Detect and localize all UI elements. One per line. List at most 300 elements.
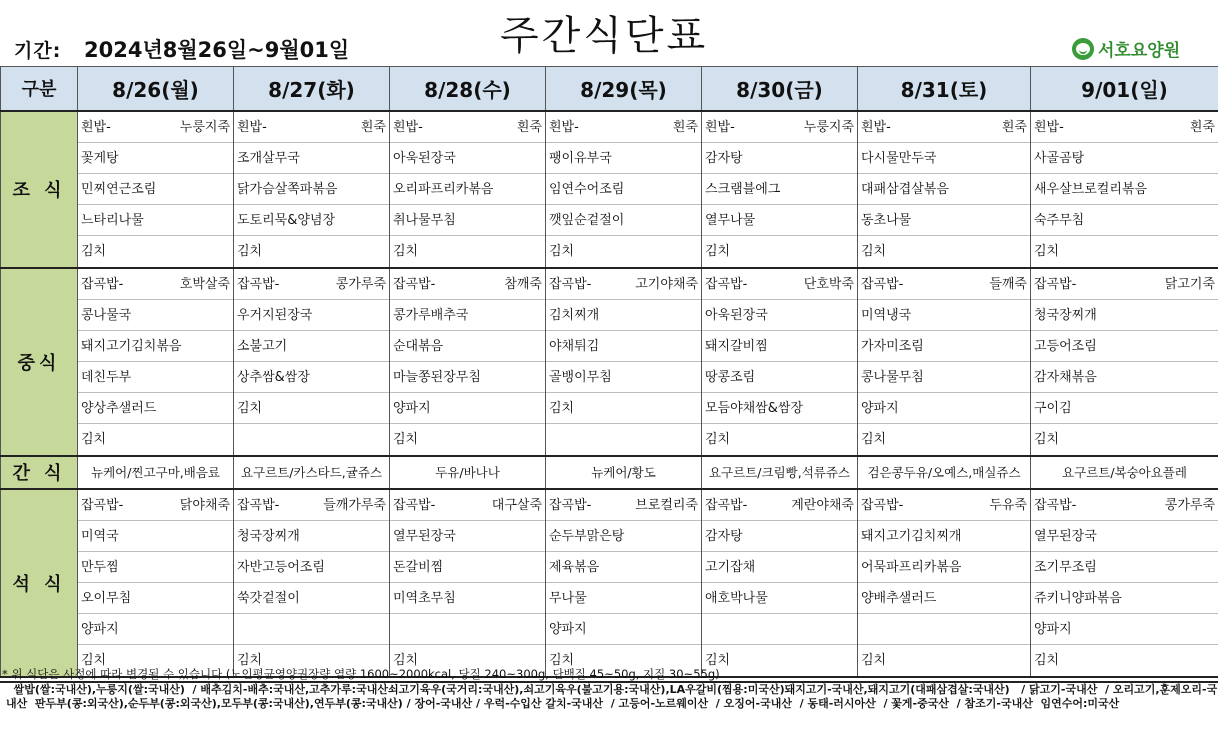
porridge-option [542,331,545,361]
menu-item [546,490,701,521]
menu-item [546,269,701,300]
porridge-option [1027,614,1030,644]
menu-item [546,393,701,424]
porridge-option: 흰죽 [360,119,386,135]
lunch-day-cell [546,268,702,456]
porridge-option [698,424,701,455]
menu-item [858,552,1030,583]
menu-item [78,269,233,300]
porridge-option: 고기야채죽 [635,276,698,292]
menu-item [546,614,701,645]
porridge-option [542,393,545,423]
dinner-day-cell [390,489,546,677]
porridge-option [542,583,545,613]
dinner-day-cell [702,489,858,677]
dish-name: 취나물무침 [393,212,456,228]
dish-name: 느타리나물 [81,212,144,228]
porridge-option [386,583,389,613]
dish-name: 무나물 [549,590,587,606]
menu-item [858,174,1030,205]
dish-name: 골뱅이무침 [549,369,612,385]
porridge-option [386,236,389,267]
dish-name: 잡곡밥- [549,497,592,513]
dish-name: 열무나물 [705,212,756,228]
porridge-option [230,424,233,455]
lunch-label: 중식 [1,268,78,456]
menu-item [1031,331,1218,362]
dish-name: 김치 [393,652,419,668]
porridge-option [386,393,389,423]
menu-item [858,300,1030,331]
day-header: 8/27(화) [234,67,390,111]
dish-name: 김치 [861,243,887,259]
breakfast-label: 조 식 [1,111,78,268]
menu-item [702,112,857,143]
breakfast-day-cell [1031,111,1218,268]
dish-name: 김치 [549,400,575,416]
menu-item [390,521,545,552]
porridge-option [230,552,233,582]
dish-name: 자반고등어조림 [237,559,325,575]
dish-name: 흰밥- [549,119,579,135]
dish-name: 잡곡밥- [81,497,124,513]
snack-item: 뉴케어/황도 [546,456,702,489]
porridge-option: 두유죽 [989,497,1027,513]
porridge-option [1027,424,1030,455]
porridge-option [698,300,701,330]
porridge-option [1027,236,1030,267]
porridge-option [698,143,701,173]
menu-item [78,331,233,362]
corner-cell: 구분 [1,67,78,111]
dish-name: 감자채볶음 [1034,369,1097,385]
menu-item [1031,174,1218,205]
menu-item [702,552,857,583]
dish-name: 미역초무침 [393,590,456,606]
dish-name: 양파지 [1034,621,1072,637]
dish-name: 감자탕 [705,150,743,166]
porridge-option [854,521,857,551]
dish-name: 잡곡밥- [1034,497,1077,513]
menu-item [546,112,701,143]
dish-name: 소불고기 [237,338,288,354]
porridge-option: 콩가루죽 [335,276,386,292]
porridge-option [698,583,701,613]
porridge-option [230,614,233,644]
dish-name: 흰밥- [393,119,423,135]
dish-name: 미역국 [81,528,119,544]
dish-name: 새우살브로컬리볶음 [1034,181,1148,197]
dish-name: 잡곡밥- [861,497,904,513]
dish-name: 열무된장국 [1034,528,1097,544]
dish-name: 콩가루배추국 [393,307,469,323]
porridge-option: 들깨죽 [989,276,1027,292]
menu-item [1031,552,1218,583]
lunch-row [1,268,1218,456]
porridge-option [386,362,389,392]
porridge-option: 들깨가루죽 [323,497,386,513]
dish-name: 어묵파프리카볶음 [861,559,962,575]
menu-item [78,300,233,331]
menu-item [546,205,701,236]
lunch-day-cell [390,268,546,456]
porridge-option [698,174,701,204]
dish-name: 닭가슴살쪽파볶음 [237,181,338,197]
porridge-option [386,331,389,361]
breakfast-row [1,111,1218,268]
dish-name: 고등어조림 [1034,338,1097,354]
menu-item [546,331,701,362]
dish-name: 데친두부 [81,369,132,385]
dish-name: 양배추샐러드 [861,590,937,606]
porridge-option [854,583,857,613]
menu-item [390,205,545,236]
menu-item [78,393,233,424]
origin-note: 쌀밥(쌀:국내산),누룽지(쌀:국내산) / 배추김치-배추:국내산,고추가루:국내산쇠고기육우(국거리:국내산),쇠고기육우(불고기용:국내산),LA우갈비(찜용:미국산)돼지고기-국내산,돼지고기(대패삼겹살:국내산) / 닭고기-국내산 / 오리고기,훈제오리-국내산 판두부(콩:외국산),순두부(콩:외국산),모두부(콩:국내산),연두부(콩:국내산) / 장어-국내산 / 우럭-수입산 갈치-국내산 / 고등어-노르웨이산 / 오징어-국내산 / 동태-러시아산 / 꽃게-중국산 / 참조기-국내산 임연수어:미국산 [0,681,1218,711]
porridge-option [1027,174,1030,204]
menu-item [234,331,389,362]
menu-item [858,521,1030,552]
menu-item [78,205,233,236]
lunch-day-cell [702,268,858,456]
dish-name: 마늘쫑된장무침 [393,369,481,385]
menu-item [1031,521,1218,552]
porridge-option [698,614,701,644]
menu-item [858,112,1030,143]
menu-item [858,205,1030,236]
menu-item [234,521,389,552]
porridge-option [386,424,389,455]
menu-item [390,362,545,393]
porridge-option [698,393,701,423]
porridge-option [854,236,857,267]
dish-name: 잡곡밥- [705,276,748,292]
menu-item [858,393,1030,424]
menu-item [390,112,545,143]
dish-name: 깻잎순겉절이 [549,212,625,228]
dish-name: 조기무조림 [1034,559,1097,575]
menu-item [546,521,701,552]
dish-name: 임연수어조림 [549,181,625,197]
dish-name: 양파지 [549,621,587,637]
menu-item [390,393,545,424]
dish-name: 잡곡밥- [393,276,436,292]
dish-name: 도토리묵&양념장 [237,212,336,228]
porridge-option: 흰죽 [1189,119,1215,135]
porridge-option [230,300,233,330]
dish-name: 다시물만두국 [861,150,937,166]
menu-item [78,362,233,393]
menu-table [0,66,1218,678]
porridge-option [854,393,857,423]
dish-name: 김치 [1034,243,1060,259]
porridge-option: 닭야채죽 [179,497,230,513]
dish-name: 김치 [237,243,263,259]
menu-item [546,552,701,583]
dish-name: 돼지고기김치찌개 [861,528,962,544]
dish-name: 제육볶음 [549,559,600,575]
porridge-option [542,236,545,267]
menu-item [234,393,389,424]
dish-name: 흰밥- [81,119,111,135]
dish-name: 오리파프리카볶음 [393,181,494,197]
porridge-option [542,424,545,455]
porridge-option [542,300,545,330]
dish-name: 미역냉국 [861,307,912,323]
dish-name: 쑥갓겉절이 [237,590,300,606]
porridge-option [1027,521,1030,551]
porridge-option [386,552,389,582]
menu-item [858,583,1030,614]
lunch-day-cell [1031,268,1218,456]
nutrition-note: * 위 식단은 사정에 따라 변경될 수 있습니다.(노인평균영양권장량 열량 1600~2000kcal, 당질 240~300g, 단백질 45~50g, 지질 30~55g) [2,667,720,681]
dish-name: 흰밥- [237,119,267,135]
menu-item [390,174,545,205]
porridge-option [230,362,233,392]
dish-name: 순두부맑은탕 [549,528,625,544]
logo-text: 서호요양원 [1098,41,1181,61]
dish-name: 김치 [81,652,107,668]
menu-item [1031,393,1218,424]
period-value: 2024년8월26일~9월01일 [84,38,350,62]
menu-item [1031,143,1218,174]
dish-name: 아욱된장국 [705,307,768,323]
menu-item [78,143,233,174]
dish-name: 잡곡밥- [705,497,748,513]
porridge-option [698,552,701,582]
snack-item: 요구르트/크림빵,석류쥬스 [702,456,858,489]
porridge-option [386,143,389,173]
dish-name: 흰밥- [1034,119,1064,135]
porridge-option: 흰죽 [516,119,542,135]
menu-item [390,300,545,331]
menu-item [858,362,1030,393]
menu-item [390,614,545,645]
menu-item [234,552,389,583]
porridge-option [698,362,701,392]
menu-item [78,424,233,455]
day-header: 8/26(월) [78,67,234,111]
menu-item [234,205,389,236]
menu-item [234,424,389,455]
snack-item: 검은콩두유/오예스,매실쥬스 [858,456,1031,489]
menu-item [702,490,857,521]
menu-item [702,393,857,424]
period-label: 기간: [14,40,62,62]
menu-item [234,490,389,521]
dish-name: 민찌연근조림 [81,181,157,197]
porridge-option [1027,552,1030,582]
menu-item [546,174,701,205]
porridge-option: 콩가루죽 [1164,497,1215,513]
porridge-option [854,174,857,204]
dinner-day-cell [858,489,1031,677]
day-header: 9/01(일) [1031,67,1218,111]
dish-name: 애호박나물 [705,590,768,606]
menu-item [78,490,233,521]
porridge-option [386,174,389,204]
porridge-option [854,362,857,392]
menu-item [234,362,389,393]
menu-item [702,205,857,236]
dish-name: 돼지갈비찜 [705,338,768,354]
porridge-option [698,205,701,235]
lunch-day-cell [858,268,1031,456]
smile-logo-icon [1072,38,1094,60]
menu-item [234,269,389,300]
dish-name: 잡곡밥- [237,276,280,292]
dish-name: 팽이유부국 [549,150,612,166]
menu-item [702,269,857,300]
menu-item [1031,112,1218,143]
porridge-option [230,143,233,173]
dish-name: 상추쌈&쌈장 [237,369,310,385]
dish-name: 쥬키니양파볶음 [1034,590,1122,606]
porridge-option [854,300,857,330]
menu-item [390,424,545,455]
dish-name: 잡곡밥- [1034,276,1077,292]
menu-item [702,300,857,331]
menu-item [546,143,701,174]
porridge-option [1027,331,1030,361]
menu-item [858,331,1030,362]
dish-name: 오이무침 [81,590,132,606]
menu-item [546,300,701,331]
dish-name: 김치 [237,400,263,416]
menu-item [78,583,233,614]
dish-name: 구이김 [1034,400,1072,416]
menu-item [390,269,545,300]
dish-name: 김치 [81,431,107,447]
menu-item [702,236,857,267]
dish-name: 고기잡채 [705,559,756,575]
breakfast-day-cell [234,111,390,268]
breakfast-day-cell [702,111,858,268]
porridge-option: 누룽지죽 [803,119,854,135]
dish-name: 양파지 [861,400,899,416]
menu-item [78,236,233,267]
porridge-option [854,143,857,173]
menu-item [702,424,857,455]
menu-item [546,236,701,267]
dish-name: 잡곡밥- [861,276,904,292]
dish-name: 스크램블에그 [705,181,781,197]
dish-name: 야채튀김 [549,338,600,354]
menu-item [234,300,389,331]
porridge-option [230,583,233,613]
menu-item [390,236,545,267]
dish-name: 김치 [393,431,419,447]
snack-label: 간 식 [1,456,78,489]
snack-item: 요구르트/카스타드,귤쥬스 [234,456,390,489]
logo [1072,36,1180,61]
lunch-day-cell [234,268,390,456]
menu-item [1031,205,1218,236]
dish-name: 순대볶음 [393,338,444,354]
dish-name: 모듬야채쌈&쌈장 [705,400,804,416]
porridge-option [542,143,545,173]
dish-name: 김치 [861,652,887,668]
dish-name: 김치 [81,243,107,259]
snack-item: 뉴케어/찐고구마,배음료 [78,456,234,489]
dish-name: 사골곰탕 [1034,150,1085,166]
dinner-day-cell [546,489,702,677]
porridge-option [854,552,857,582]
menu-item [234,143,389,174]
menu-item [78,521,233,552]
breakfast-day-cell [78,111,234,268]
menu-item [78,614,233,645]
dish-name: 김치 [393,243,419,259]
dish-name: 김치 [861,431,887,447]
dish-name: 꽃게탕 [81,150,119,166]
dish-name: 김치 [705,431,731,447]
menu-item [702,614,857,645]
menu-item [702,583,857,614]
snack-row [1,456,1218,489]
porridge-option [386,521,389,551]
porridge-option [386,300,389,330]
dish-name: 돼지고기김치볶음 [81,338,182,354]
menu-item [1031,269,1218,300]
menu-item [702,331,857,362]
menu-item [390,331,545,362]
dish-name: 잡곡밥- [549,276,592,292]
menu-item [858,424,1030,455]
menu-item [234,583,389,614]
dish-name: 김치 [549,652,575,668]
porridge-option: 대구살죽 [491,497,542,513]
dinner-day-cell [78,489,234,677]
porridge-option [1027,300,1030,330]
porridge-option [854,331,857,361]
porridge-option [230,236,233,267]
porridge-option [854,614,857,644]
menu-item [546,583,701,614]
dinner-label: 석 식 [1,489,78,677]
dish-name: 잡곡밥- [81,276,124,292]
dish-name: 흰밥- [861,119,891,135]
porridge-option [698,236,701,267]
porridge-option [542,614,545,644]
menu-item [702,362,857,393]
dish-name: 콩나물국 [81,307,132,323]
dish-name: 김치 [705,243,731,259]
breakfast-day-cell [858,111,1031,268]
dish-name: 아욱된장국 [393,150,456,166]
porridge-option [542,174,545,204]
menu-item [1031,236,1218,267]
porridge-option [1027,393,1030,423]
porridge-option [698,331,701,361]
porridge-option: 단호박죽 [803,276,854,292]
dish-name: 김치 [237,652,263,668]
menu-item [390,583,545,614]
dish-name: 김치 [549,243,575,259]
menu-item [546,362,701,393]
menu-item [390,552,545,583]
porridge-option [230,174,233,204]
menu-item [1031,424,1218,455]
menu-item [702,143,857,174]
dinner-row [1,489,1218,677]
menu-item [1031,614,1218,645]
menu-item [390,143,545,174]
porridge-option [854,424,857,455]
menu-item [858,490,1030,521]
snack-item: 요구르트/복숭아요플레 [1031,456,1218,489]
dish-name: 김치 [705,652,731,668]
